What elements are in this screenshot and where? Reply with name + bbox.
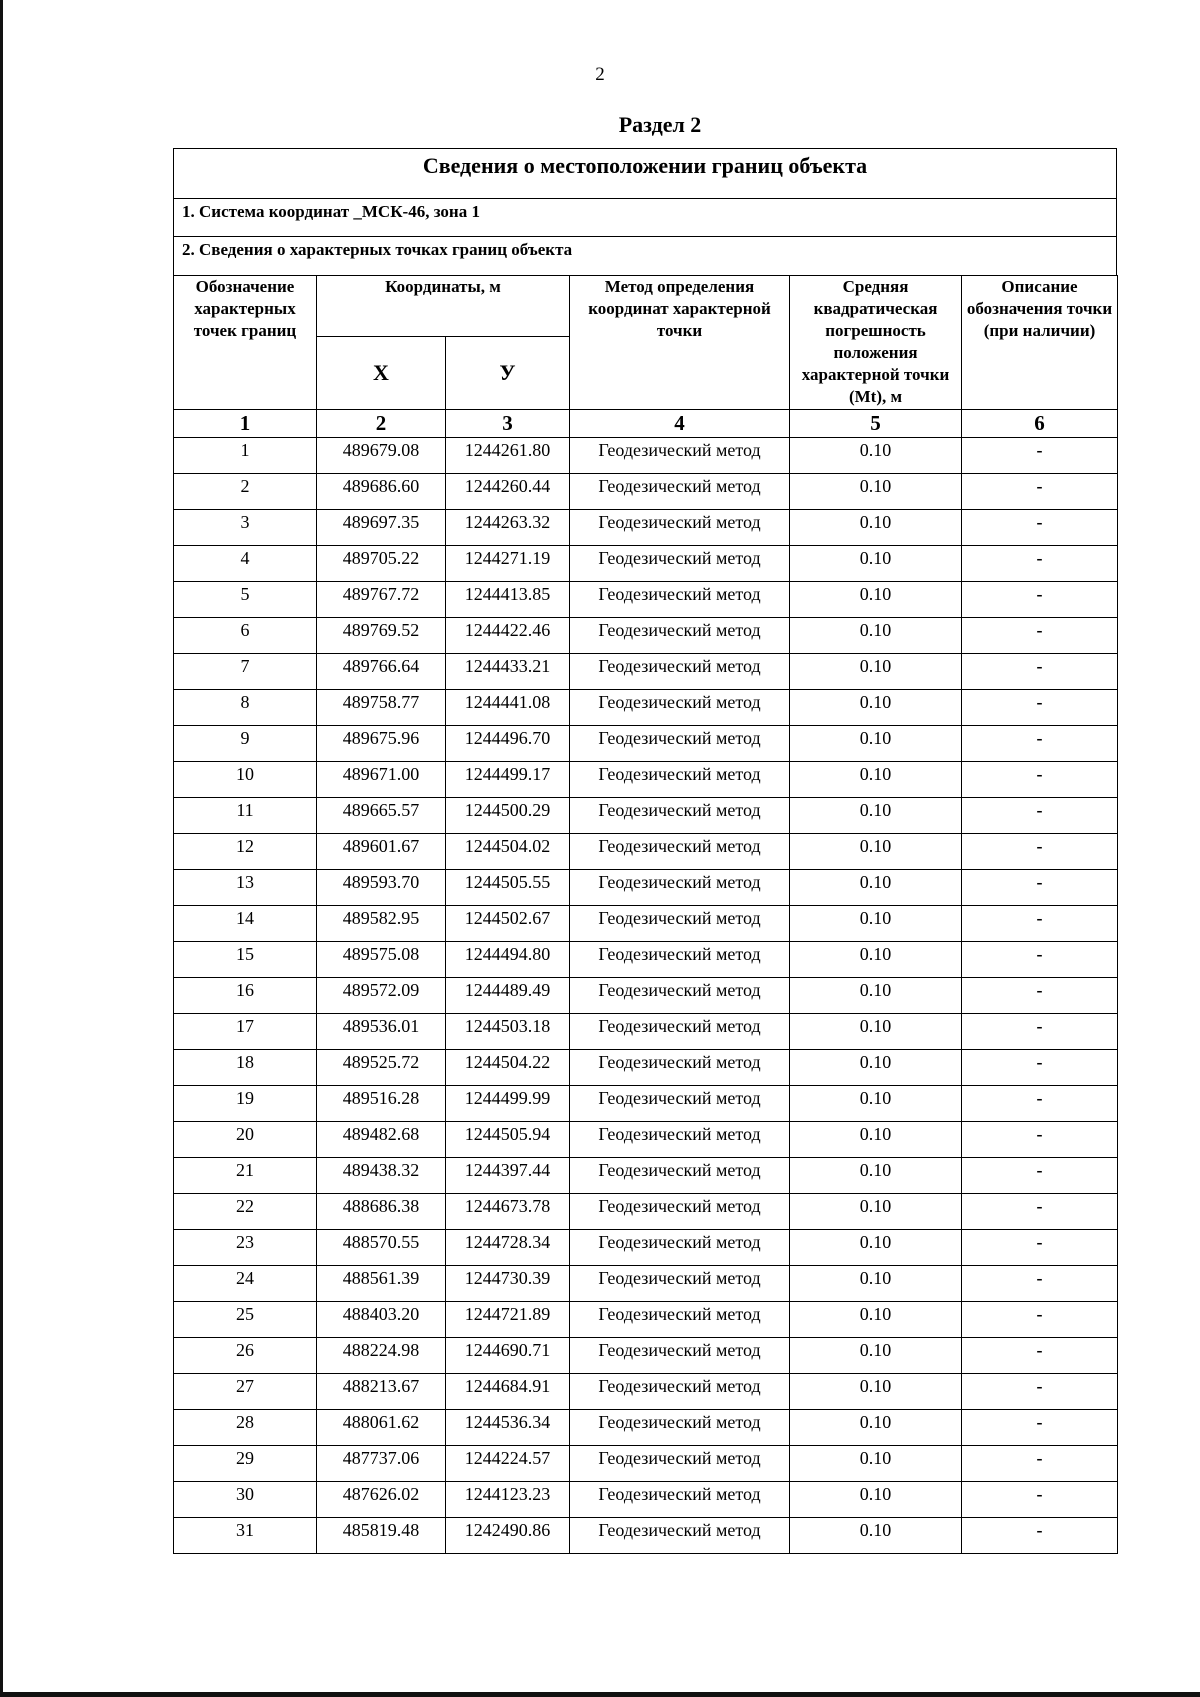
scan-edge-bottom xyxy=(0,1692,1200,1697)
column-number: 4 xyxy=(570,410,790,438)
description-cell: - xyxy=(962,1266,1118,1302)
method-cell: Геодезический метод xyxy=(570,798,790,834)
table-row xyxy=(174,1446,1118,1482)
table-row xyxy=(174,1302,1118,1338)
method-cell: Геодезический метод xyxy=(570,582,790,618)
description-cell: - xyxy=(962,1158,1118,1194)
point-number-cell: 30 xyxy=(174,1482,317,1518)
x-coordinate-cell: 489766.64 xyxy=(317,654,446,690)
point-number-cell: 5 xyxy=(174,582,317,618)
table-row xyxy=(174,1518,1118,1554)
table-row xyxy=(174,726,1118,762)
description-cell: - xyxy=(962,1302,1118,1338)
error-cell: 0.10 xyxy=(790,582,962,618)
point-number-cell: 4 xyxy=(174,546,317,582)
y-coordinate-cell: 1244502.67 xyxy=(446,906,570,942)
y-coordinate-cell: 1244673.78 xyxy=(446,1194,570,1230)
method-cell: Геодезический метод xyxy=(570,1266,790,1302)
error-cell: 0.10 xyxy=(790,906,962,942)
error-cell: 0.10 xyxy=(790,1374,962,1410)
method-cell: Геодезический метод xyxy=(570,906,790,942)
point-number-cell: 20 xyxy=(174,1122,317,1158)
y-coordinate-cell: 1244260.44 xyxy=(446,474,570,510)
error-cell: 0.10 xyxy=(790,1302,962,1338)
point-number-cell: 24 xyxy=(174,1266,317,1302)
point-number-cell: 29 xyxy=(174,1446,317,1482)
point-number-cell: 13 xyxy=(174,870,317,906)
description-cell: - xyxy=(962,978,1118,1014)
x-coordinate-cell: 489438.32 xyxy=(317,1158,446,1194)
description-cell: - xyxy=(962,726,1118,762)
y-coordinate-cell: 1244397.44 xyxy=(446,1158,570,1194)
point-number-cell: 2 xyxy=(174,474,317,510)
point-number-cell: 10 xyxy=(174,762,317,798)
header-designation: Обозначение характерных точек границ xyxy=(174,276,317,410)
point-number-cell: 8 xyxy=(174,690,317,726)
header-description: Описание обозначения точки (при наличии) xyxy=(962,276,1118,410)
method-cell: Геодезический метод xyxy=(570,1302,790,1338)
table-row xyxy=(174,942,1118,978)
error-cell: 0.10 xyxy=(790,1158,962,1194)
y-coordinate-cell: 1244690.71 xyxy=(446,1338,570,1374)
table-row xyxy=(174,1230,1118,1266)
x-coordinate-cell: 489769.52 xyxy=(317,618,446,654)
error-cell: 0.10 xyxy=(790,618,962,654)
error-cell: 0.10 xyxy=(790,1050,962,1086)
x-coordinate-cell: 489536.01 xyxy=(317,1014,446,1050)
method-cell: Геодезический метод xyxy=(570,618,790,654)
table-row xyxy=(174,1122,1118,1158)
x-coordinate-cell: 489516.28 xyxy=(317,1086,446,1122)
description-cell: - xyxy=(962,1518,1118,1554)
y-coordinate-cell: 1244684.91 xyxy=(446,1374,570,1410)
error-cell: 0.10 xyxy=(790,1410,962,1446)
error-cell: 0.10 xyxy=(790,690,962,726)
points-table-body xyxy=(174,438,1118,1554)
point-number-cell: 12 xyxy=(174,834,317,870)
description-cell: - xyxy=(962,1410,1118,1446)
y-coordinate-cell: 1244263.32 xyxy=(446,510,570,546)
method-cell: Геодезический метод xyxy=(570,1482,790,1518)
table-row xyxy=(174,690,1118,726)
method-cell: Геодезический метод xyxy=(570,1410,790,1446)
x-coordinate-cell: 489679.08 xyxy=(317,438,446,474)
table-row xyxy=(174,1338,1118,1374)
x-coordinate-cell: 489665.57 xyxy=(317,798,446,834)
method-cell: Геодезический метод xyxy=(570,1050,790,1086)
point-number-cell: 19 xyxy=(174,1086,317,1122)
x-coordinate-cell: 488061.62 xyxy=(317,1410,446,1446)
point-number-cell: 11 xyxy=(174,798,317,834)
x-coordinate-cell: 489593.70 xyxy=(317,870,446,906)
point-number-cell: 21 xyxy=(174,1158,317,1194)
method-cell: Геодезический метод xyxy=(570,1122,790,1158)
method-cell: Геодезический метод xyxy=(570,978,790,1014)
table-row xyxy=(174,870,1118,906)
method-cell: Геодезический метод xyxy=(570,654,790,690)
error-cell: 0.10 xyxy=(790,474,962,510)
method-cell: Геодезический метод xyxy=(570,726,790,762)
error-cell: 0.10 xyxy=(790,1014,962,1050)
error-cell: 0.10 xyxy=(790,546,962,582)
y-coordinate-cell: 1244503.18 xyxy=(446,1014,570,1050)
description-cell: - xyxy=(962,906,1118,942)
x-coordinate-cell: 489675.96 xyxy=(317,726,446,762)
point-number-cell: 28 xyxy=(174,1410,317,1446)
table-row xyxy=(174,654,1118,690)
point-number-cell: 15 xyxy=(174,942,317,978)
description-cell: - xyxy=(962,1338,1118,1374)
y-coordinate-cell: 1242490.86 xyxy=(446,1518,570,1554)
x-coordinate-cell: 488224.98 xyxy=(317,1338,446,1374)
x-coordinate-cell: 489525.72 xyxy=(317,1050,446,1086)
y-coordinate-cell: 1244441.08 xyxy=(446,690,570,726)
x-coordinate-cell: 489705.22 xyxy=(317,546,446,582)
point-number-cell: 16 xyxy=(174,978,317,1014)
point-number-cell: 31 xyxy=(174,1518,317,1554)
x-coordinate-cell: 489601.67 xyxy=(317,834,446,870)
coordinate-system-line: 1. Система координат _МСК-46, зона 1 xyxy=(174,199,1116,237)
y-coordinate-cell: 1244504.22 xyxy=(446,1050,570,1086)
x-coordinate-cell: 489686.60 xyxy=(317,474,446,510)
table-row xyxy=(174,1374,1118,1410)
table-row xyxy=(174,510,1118,546)
header-x: X xyxy=(317,337,446,410)
column-number: 3 xyxy=(446,410,570,438)
point-number-cell: 27 xyxy=(174,1374,317,1410)
error-cell: 0.10 xyxy=(790,726,962,762)
point-number-cell: 17 xyxy=(174,1014,317,1050)
table-row xyxy=(174,798,1118,834)
x-coordinate-cell: 488570.55 xyxy=(317,1230,446,1266)
point-number-cell: 25 xyxy=(174,1302,317,1338)
scan-edge-left xyxy=(0,0,3,1697)
description-cell: - xyxy=(962,582,1118,618)
description-cell: - xyxy=(962,834,1118,870)
point-number-cell: 9 xyxy=(174,726,317,762)
error-cell: 0.10 xyxy=(790,762,962,798)
point-number-cell: 6 xyxy=(174,618,317,654)
y-coordinate-cell: 1244505.55 xyxy=(446,870,570,906)
error-cell: 0.10 xyxy=(790,942,962,978)
error-cell: 0.10 xyxy=(790,510,962,546)
description-cell: - xyxy=(962,870,1118,906)
description-cell: - xyxy=(962,510,1118,546)
table-row xyxy=(174,618,1118,654)
error-cell: 0.10 xyxy=(790,1266,962,1302)
description-cell: - xyxy=(962,1482,1118,1518)
x-coordinate-cell: 488561.39 xyxy=(317,1266,446,1302)
point-number-cell: 22 xyxy=(174,1194,317,1230)
table-row xyxy=(174,474,1118,510)
x-coordinate-cell: 489697.35 xyxy=(317,510,446,546)
method-cell: Геодезический метод xyxy=(570,834,790,870)
error-cell: 0.10 xyxy=(790,1338,962,1374)
error-cell: 0.10 xyxy=(790,870,962,906)
points-heading-line: 2. Сведения о характерных точках границ объекта xyxy=(182,240,573,259)
method-cell: Геодезический метод xyxy=(570,690,790,726)
column-number: 1 xyxy=(174,410,317,438)
error-cell: 0.10 xyxy=(790,1518,962,1554)
block-banner xyxy=(173,148,1117,275)
x-coordinate-cell: 488403.20 xyxy=(317,1302,446,1338)
table-row xyxy=(174,762,1118,798)
method-cell: Геодезический метод xyxy=(570,1086,790,1122)
y-coordinate-cell: 1244499.99 xyxy=(446,1086,570,1122)
y-coordinate-cell: 1244494.80 xyxy=(446,942,570,978)
error-cell: 0.10 xyxy=(790,798,962,834)
point-number-cell: 23 xyxy=(174,1230,317,1266)
point-number-cell: 14 xyxy=(174,906,317,942)
x-coordinate-cell: 488686.38 xyxy=(317,1194,446,1230)
point-number-cell: 18 xyxy=(174,1050,317,1086)
method-cell: Геодезический метод xyxy=(570,1194,790,1230)
description-cell: - xyxy=(962,1194,1118,1230)
method-cell: Геодезический метод xyxy=(570,762,790,798)
description-cell: - xyxy=(962,474,1118,510)
x-coordinate-cell: 489767.72 xyxy=(317,582,446,618)
description-cell: - xyxy=(962,690,1118,726)
description-cell: - xyxy=(962,942,1118,978)
x-coordinate-cell: 487626.02 xyxy=(317,1482,446,1518)
method-cell: Геодезический метод xyxy=(570,1446,790,1482)
error-cell: 0.10 xyxy=(790,834,962,870)
table-row xyxy=(174,906,1118,942)
header-y: У xyxy=(446,337,570,410)
error-cell: 0.10 xyxy=(790,1086,962,1122)
table-row xyxy=(174,1266,1118,1302)
method-cell: Геодезический метод xyxy=(570,1338,790,1374)
y-coordinate-cell: 1244500.29 xyxy=(446,798,570,834)
method-cell: Геодезический метод xyxy=(570,474,790,510)
error-cell: 0.10 xyxy=(790,1194,962,1230)
y-coordinate-cell: 1244496.70 xyxy=(446,726,570,762)
error-cell: 0.10 xyxy=(790,1482,962,1518)
header-method: Метод определения координат характерной точки xyxy=(570,276,790,410)
error-cell: 0.10 xyxy=(790,1446,962,1482)
method-cell: Геодезический метод xyxy=(570,1158,790,1194)
error-cell: 0.10 xyxy=(790,438,962,474)
point-number-cell: 7 xyxy=(174,654,317,690)
column-number: 6 xyxy=(962,410,1118,438)
y-coordinate-cell: 1244536.34 xyxy=(446,1410,570,1446)
y-coordinate-cell: 1244728.34 xyxy=(446,1230,570,1266)
y-coordinate-cell: 1244505.94 xyxy=(446,1122,570,1158)
method-cell: Геодезический метод xyxy=(570,510,790,546)
description-cell: - xyxy=(962,1086,1118,1122)
x-coordinate-cell: 489482.68 xyxy=(317,1122,446,1158)
method-cell: Геодезический метод xyxy=(570,1518,790,1554)
method-cell: Геодезический метод xyxy=(570,438,790,474)
description-cell: - xyxy=(962,1014,1118,1050)
y-coordinate-cell: 1244730.39 xyxy=(446,1266,570,1302)
table-row xyxy=(174,1158,1118,1194)
y-coordinate-cell: 1244433.21 xyxy=(446,654,570,690)
table-row xyxy=(174,978,1118,1014)
y-coordinate-cell: 1244489.49 xyxy=(446,978,570,1014)
x-coordinate-cell: 488213.67 xyxy=(317,1374,446,1410)
description-cell: - xyxy=(962,618,1118,654)
description-cell: - xyxy=(962,1230,1118,1266)
y-coordinate-cell: 1244504.02 xyxy=(446,834,570,870)
point-number-cell: 26 xyxy=(174,1338,317,1374)
column-number-row xyxy=(174,410,1118,438)
method-cell: Геодезический метод xyxy=(570,870,790,906)
table-row xyxy=(174,546,1118,582)
table-row xyxy=(174,1482,1118,1518)
description-cell: - xyxy=(962,438,1118,474)
description-cell: - xyxy=(962,1374,1118,1410)
points-table xyxy=(173,275,1118,1554)
section-title: Раздел 2 xyxy=(618,112,702,137)
boundary-info-block xyxy=(173,148,1117,1554)
x-coordinate-cell: 489758.77 xyxy=(317,690,446,726)
page-number: 2 xyxy=(595,64,605,85)
y-coordinate-cell: 1244224.57 xyxy=(446,1446,570,1482)
error-cell: 0.10 xyxy=(790,978,962,1014)
column-number: 2 xyxy=(317,410,446,438)
header-error: Средняя квадратическая погрешность положения характерной точки (Mt), м xyxy=(790,276,962,410)
method-cell: Геодезический метод xyxy=(570,1230,790,1266)
x-coordinate-cell: 489582.95 xyxy=(317,906,446,942)
y-coordinate-cell: 1244721.89 xyxy=(446,1302,570,1338)
y-coordinate-cell: 1244261.80 xyxy=(446,438,570,474)
x-coordinate-cell: 489575.08 xyxy=(317,942,446,978)
description-cell: - xyxy=(962,1122,1118,1158)
y-coordinate-cell: 1244413.85 xyxy=(446,582,570,618)
x-coordinate-cell: 485819.48 xyxy=(317,1518,446,1554)
x-coordinate-cell: 487737.06 xyxy=(317,1446,446,1482)
y-coordinate-cell: 1244271.19 xyxy=(446,546,570,582)
table-row xyxy=(174,1194,1118,1230)
method-cell: Геодезический метод xyxy=(570,1014,790,1050)
method-cell: Геодезический метод xyxy=(570,942,790,978)
description-cell: - xyxy=(962,798,1118,834)
description-cell: - xyxy=(962,1050,1118,1086)
table-row xyxy=(174,438,1118,474)
column-number: 5 xyxy=(790,410,962,438)
header-coordinates: Координаты, м xyxy=(317,276,570,337)
method-cell: Геодезический метод xyxy=(570,546,790,582)
error-cell: 0.10 xyxy=(790,1122,962,1158)
x-coordinate-cell: 489572.09 xyxy=(317,978,446,1014)
y-coordinate-cell: 1244499.17 xyxy=(446,762,570,798)
method-cell: Геодезический метод xyxy=(570,1374,790,1410)
table-row xyxy=(174,582,1118,618)
y-coordinate-cell: 1244422.46 xyxy=(446,618,570,654)
table-row xyxy=(174,1050,1118,1086)
table-row xyxy=(174,1086,1118,1122)
error-cell: 0.10 xyxy=(790,654,962,690)
description-cell: - xyxy=(962,546,1118,582)
description-cell: - xyxy=(962,762,1118,798)
block-title: Сведения о местоположении границ объекта xyxy=(174,149,1116,199)
table-row xyxy=(174,1410,1118,1446)
y-coordinate-cell: 1244123.23 xyxy=(446,1482,570,1518)
x-coordinate-cell: 489671.00 xyxy=(317,762,446,798)
point-number-cell: 1 xyxy=(174,438,317,474)
description-cell: - xyxy=(962,1446,1118,1482)
table-row xyxy=(174,834,1118,870)
description-cell: - xyxy=(962,654,1118,690)
error-cell: 0.10 xyxy=(790,1230,962,1266)
table-row xyxy=(174,1014,1118,1050)
point-number-cell: 3 xyxy=(174,510,317,546)
